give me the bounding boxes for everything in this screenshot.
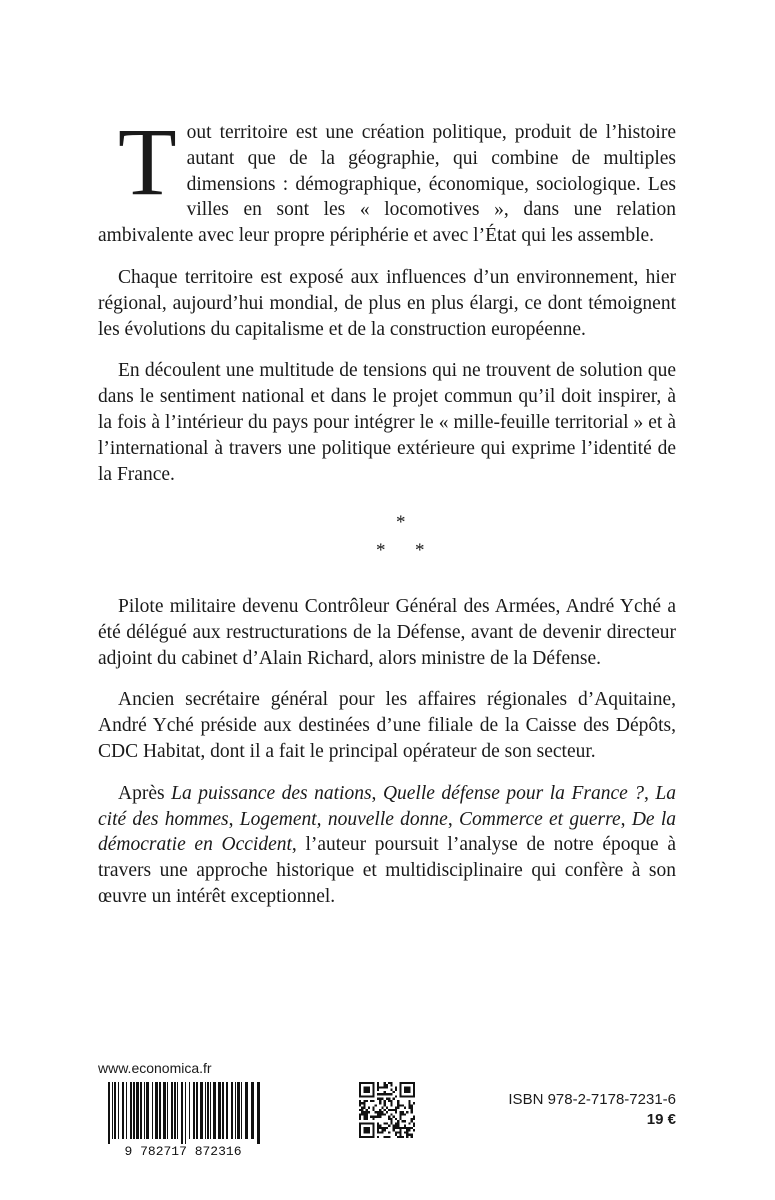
qr-modules [359, 1082, 415, 1138]
book-title: La cité des hommes [98, 782, 677, 830]
summary-paragraph-3: En découlent une multitude de tensions qui ne trouvent de solution que dans le sentiment national et dans le projet commun qu’il doit inspirer, à la fois à l’intérieur du pays pour intégrer le « mille-feuille territorial » et à l’international à travers une politique extérieure qui exprime l’identité de la France. [98, 360, 676, 485]
author-bio [98, 594, 676, 926]
book-title: Logement, nouvelle donne [239, 808, 448, 830]
summary-text [98, 108, 676, 503]
isbn-block [508, 1090, 676, 1130]
book-title: Commerce et guerre [459, 808, 621, 830]
qr-code-icon [359, 1082, 415, 1138]
book-title: Quelle défense pour la France ? [382, 782, 645, 804]
isbn-number: ISBN 978-2-7178-7231-6 [508, 1091, 676, 1108]
separator-star-left: * [376, 540, 386, 561]
drop-cap: T [118, 108, 177, 215]
book-title: De la démocratie en Occident [98, 808, 676, 856]
separator-comma: , [371, 782, 383, 804]
publisher-website: www.economica.fr [98, 1060, 212, 1076]
book-title: La puissance des nations [171, 782, 372, 804]
barcode-icon [98, 1082, 268, 1158]
barcode-digits: 9 782717 872316 [124, 1144, 242, 1158]
separator-comma: , [644, 782, 656, 804]
author-paragraph-3 [98, 781, 676, 910]
separator-star-top: * [396, 512, 406, 533]
summary-paragraph-1-text: out territoire est une création politique, produit de l’histoire autant que de la géographie, qui combine de multiples dimensions : démographique, économique, sociologique. Les villes en sont les « locomotives », dans une relation ambivalente avec leur propre périphérie et avec l’État qui les assemble. [98, 122, 676, 247]
author-paragraph-1: Pilote militaire devenu Contrôleur Général des Armées, André Yché a été délégué aux restructurations de la Défense, avant de devenir directeur adjoint du cabinet d’Alain Richard, alors ministre de la Défense. [98, 596, 676, 669]
summary-paragraph-2: Chaque territoire est exposé aux influences d’un environnement, hier régional, aujourd’hui mondial, de plus en plus élargi, ce dont témoignent les évolutions du capitalisme et de la construction européenne. [98, 266, 676, 340]
author-paragraph-2: Ancien secrétaire général pour les affaires régionales d’Aquitaine, André Yché préside aux destinées d’une filiale de la Caisse des Dépôts, CDC Habitat, dont il a fait le principal opérateur de son secteur. [98, 689, 676, 762]
separator-comma: , [228, 808, 240, 830]
author-p3-rest: , l’auteur poursuit l’analyse de notre époque à travers une approche historique et multidisciplinaire qui confère à son œuvre un intérêt exceptionnel. [98, 834, 677, 907]
summary-paragraph-1 [98, 108, 676, 249]
barcode-bars [108, 1082, 260, 1144]
separator-comma: , [620, 808, 632, 830]
separator-comma: , [447, 808, 459, 830]
separator-star-right: * [415, 540, 425, 561]
price: 19 € [646, 1111, 676, 1128]
author-p3-intro: Après [118, 782, 172, 804]
